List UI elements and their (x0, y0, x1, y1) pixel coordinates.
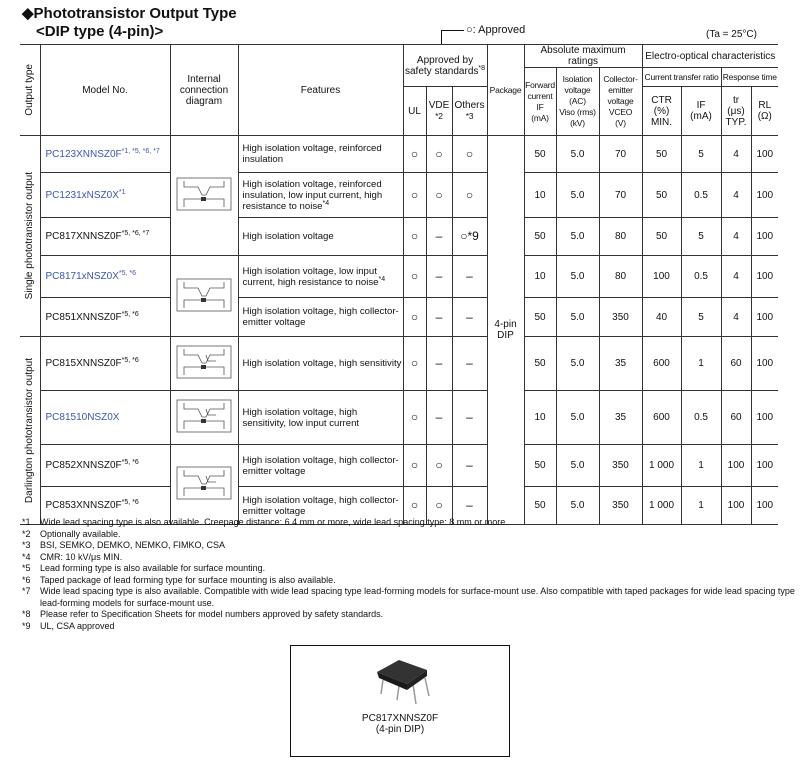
approval-vde: – (426, 337, 452, 391)
value-if2: 5 (681, 136, 721, 173)
value-if2: 0.5 (681, 173, 721, 218)
phototransistor-diagram-icon (176, 304, 232, 315)
footnote-key: *4 (22, 551, 31, 562)
approved-legend: ○: Approved (466, 24, 526, 36)
approval-ul: ○ (403, 298, 426, 337)
footnote-key: *1 (22, 517, 31, 527)
approval-others: – (452, 391, 487, 445)
value-vceo: 35 (599, 391, 642, 445)
phototransistor-diagram-icon (176, 203, 232, 214)
value-vceo: 350 (599, 445, 642, 487)
value-ctr: 1 000 (642, 445, 681, 487)
value-rl: 100 (751, 445, 778, 487)
header-tr: tr (μs) TYP. (721, 87, 751, 136)
value-tr: 60 (721, 337, 751, 391)
footnote-key: *2 (22, 528, 31, 539)
footnote-text: Wide lead spacing type is also available. Creepage distance: 6.4 mm or more, wide lead spacing type: 8 mm or more. (40, 517, 508, 527)
footnote-key: *3 (22, 540, 31, 550)
header-vde: VDE *2 (426, 87, 452, 136)
value-vceo: 70 (599, 173, 642, 218)
approval-vde: ○ (426, 487, 452, 525)
footnote (22, 517, 800, 529)
approval-vde: ○ (426, 173, 452, 218)
approval-vde: – (426, 298, 452, 337)
approval-others: ○ (452, 173, 487, 218)
value-if: 50 (524, 337, 556, 391)
footnote (22, 563, 800, 575)
footnote-text: UL, CSA approved (40, 620, 115, 631)
value-vceo: 350 (599, 487, 642, 525)
value-if2: 0.5 (681, 256, 721, 298)
footnote-text: Please refer to Specification Sheets for model numbers approved by safety standards. (40, 609, 384, 619)
footnote-key: *8 (22, 609, 31, 619)
model-number[interactable]: PC81510NSZ0X (40, 391, 170, 445)
footnote-key: *7 (22, 586, 31, 596)
value-tr: 4 (721, 136, 751, 173)
darlington-diagram-icon (176, 492, 232, 503)
value-if: 10 (524, 173, 556, 218)
value-viso: 5.0 (556, 256, 599, 298)
footnote-text: Wide lead spacing type is also available. Compatible with wide lead spacing type lead-forming models for surface-mount use. Also compatible with taped packages for wide lead spacing type lead-forming models for surface-mount use. (40, 586, 795, 608)
header-collector: Collector-emitter voltage VCEO (V) (599, 68, 642, 136)
value-viso: 5.0 (556, 136, 599, 173)
value-tr: 4 (721, 218, 751, 256)
header-others: Others *3 (452, 87, 487, 136)
approval-others: – (452, 337, 487, 391)
value-if: 10 (524, 256, 556, 298)
footnote (22, 586, 800, 609)
value-if: 50 (524, 298, 556, 337)
approval-vde: – (426, 218, 452, 256)
footnote (22, 540, 800, 552)
header-isolation: Isolation voltage (AC) Viso (rms) (kV) (556, 68, 599, 136)
value-rl: 100 (751, 256, 778, 298)
value-tr: 60 (721, 391, 751, 445)
approval-others: – (452, 256, 487, 298)
value-viso: 5.0 (556, 487, 599, 525)
value-tr: 100 (721, 445, 751, 487)
value-viso: 5.0 (556, 391, 599, 445)
header-approved: Approved by safety standards$^{*8}$ (403, 45, 487, 87)
value-rl: 100 (751, 136, 778, 173)
value-if2: 1 (681, 337, 721, 391)
value-if2: 1 (681, 445, 721, 487)
approval-ul: ○ (403, 391, 426, 445)
footnote (22, 529, 800, 541)
footnote-text: Taped package of lead forming type for surface mounting is also available. (40, 574, 336, 585)
model-number[interactable]: $PC8171xNSZ0X^{*5, *6}$ (40, 256, 170, 298)
value-vceo: 35 (599, 337, 642, 391)
features: High isolation voltage, high collector-emitter voltage (238, 298, 403, 337)
approval-ul: ○ (403, 445, 426, 487)
header-features: Features (238, 45, 403, 136)
value-viso: 5.0 (556, 218, 599, 256)
value-if2: 1 (681, 487, 721, 525)
value-ctr: 40 (642, 298, 681, 337)
approved-bracket (441, 30, 464, 44)
footnote-text: Lead forming type is also available for surface mounting. (40, 563, 266, 573)
approval-ul: ○ (403, 136, 426, 173)
footnote-key: *9 (22, 620, 31, 631)
footnote (22, 621, 800, 633)
value-if2: 0.5 (681, 391, 721, 445)
footnote (22, 575, 800, 587)
value-if: 50 (524, 445, 556, 487)
approval-ul: ○ (403, 256, 426, 298)
header-response-group: Response time (721, 68, 778, 87)
value-tr: 4 (721, 173, 751, 218)
product-table (20, 44, 778, 525)
footnote-key: *6 (22, 574, 31, 585)
header-ul: UL (403, 87, 426, 136)
model-number[interactable]: $PC1231xNSZ0X^{*1}$ (40, 173, 170, 218)
model-number: $PC851XNNSZ0F^{*5, *6}$ (40, 298, 170, 337)
features: High isolation voltage, high collector-emitter voltage (238, 445, 403, 487)
features: High isolation voltage, high sensitivity (238, 337, 403, 391)
model-number[interactable]: $PC123XNNSZ0F^{*1, *5, *6, *7}$ (40, 136, 170, 173)
header-diagram: Internal connection diagram (170, 45, 238, 136)
value-ctr: 600 (642, 337, 681, 391)
page-subtitle: <DIP type (4-pin)> (36, 23, 164, 40)
header-rl: RL (Ω) (751, 87, 778, 136)
features: High isolation voltage (238, 218, 403, 256)
approval-vde: ○ (426, 445, 452, 487)
model-number: $PC852XNNSZ0F^{*5, *6}$ (40, 445, 170, 487)
value-ctr: 100 (642, 256, 681, 298)
photo-package: (4-pin DIP) (375, 724, 425, 735)
product-photo (290, 645, 510, 757)
table-row (20, 337, 778, 391)
approval-others: – (452, 445, 487, 487)
connection-diagram (170, 337, 238, 391)
dip-package-image (369, 654, 439, 714)
value-rl: 100 (751, 298, 778, 337)
model-number: $PC817XNNSZ0F^{*5, *6, *7}$ (40, 218, 170, 256)
approval-ul: ○ (403, 337, 426, 391)
header-model: Model No. (40, 45, 170, 136)
value-ctr: 50 (642, 218, 681, 256)
value-ctr: 50 (642, 136, 681, 173)
table-row (20, 173, 778, 218)
model-number: $PC853XNNSZ0F^{*5, *6}$ (40, 487, 170, 525)
value-viso: 5.0 (556, 445, 599, 487)
value-tr: 4 (721, 256, 751, 298)
value-rl: 100 (751, 337, 778, 391)
header-if: IF (mA) (681, 87, 721, 136)
approval-others: ○ (452, 136, 487, 173)
table-row (20, 391, 778, 445)
approval-ul: ○ (403, 173, 426, 218)
approval-others: – (452, 298, 487, 337)
package: 4-pin DIP (487, 136, 524, 525)
table-row (20, 445, 778, 487)
value-vceo: 70 (599, 136, 642, 173)
value-rl: 100 (751, 391, 778, 445)
value-rl: 100 (751, 487, 778, 525)
footnotes (22, 517, 800, 632)
value-tr: 100 (721, 487, 751, 525)
table-row (20, 218, 778, 256)
group-darlington: Darlington phototransistor output (20, 337, 40, 525)
value-ctr: 600 (642, 391, 681, 445)
approval-others: ○*9 (452, 218, 487, 256)
table-row (20, 256, 778, 298)
header-output-type: Output type (20, 45, 40, 136)
value-if: 50 (524, 487, 556, 525)
footnote (22, 552, 800, 564)
value-if: 50 (524, 218, 556, 256)
value-if2: 5 (681, 298, 721, 337)
photo-model: PC817XNNSZ0F (361, 713, 439, 724)
connection-diagram (170, 445, 238, 525)
approval-ul: ○ (403, 218, 426, 256)
value-if: 10 (524, 391, 556, 445)
features: High isolation voltage, high collector-emitter voltage (238, 487, 403, 525)
connection-diagram (170, 136, 238, 256)
table-row (20, 136, 778, 173)
page-title: ◆Phototransistor Output Type <DIP type (4-pin)> (22, 5, 237, 40)
value-rl: 100 (751, 173, 778, 218)
value-tr: 4 (721, 298, 751, 337)
connection-diagram (170, 391, 238, 445)
approval-vde: – (426, 391, 452, 445)
header-electro: Electro-optical characteristics (642, 45, 778, 68)
approval-others: – (452, 487, 487, 525)
value-if2: 5 (681, 218, 721, 256)
header-package: Package (487, 45, 524, 136)
features: High isolation voltage, high sensitivity, low input current (238, 391, 403, 445)
footnote-text: CMR: 10 kV/μs MIN. (40, 551, 123, 562)
model-number: $PC815XNNSZ0F^{*5, *6}$ (40, 337, 170, 391)
footnote (22, 609, 800, 621)
group-single: Single phototransistor output (20, 136, 40, 337)
features: High isolation voltage, low input current, high resistance to noise$^{*4}$ (238, 256, 403, 298)
features: High isolation voltage, reinforced insulation, low input current, high resistance to noise$^{*4}$ (238, 173, 403, 218)
darlington-diagram-icon (176, 425, 232, 436)
approval-ul: ○ (403, 487, 426, 525)
value-vceo: 350 (599, 298, 642, 337)
value-if: 50 (524, 136, 556, 173)
header-ctr-group: Current transfer ratio (642, 68, 721, 87)
table-row (20, 298, 778, 337)
features: High isolation voltage, reinforced insulation (238, 136, 403, 173)
header-abs-max: Absolute maximum ratings (524, 45, 642, 68)
footnote-text: BSI, SEMKO, DEMKO, NEMKO, FIMKO, CSA (40, 540, 226, 550)
value-viso: 5.0 (556, 173, 599, 218)
value-ctr: 50 (642, 173, 681, 218)
value-ctr: 1 000 (642, 487, 681, 525)
value-vceo: 80 (599, 218, 642, 256)
value-rl: 100 (751, 218, 778, 256)
darlington-diagram-icon (176, 371, 232, 382)
value-viso: 5.0 (556, 298, 599, 337)
footnote-text: Optionally available. (40, 528, 121, 539)
connection-diagram (170, 256, 238, 337)
value-vceo: 80 (599, 256, 642, 298)
header-forward: Forward current IF (mA) (524, 68, 556, 136)
temperature-note: (Ta = 25°C) (706, 29, 757, 40)
approval-vde: ○ (426, 136, 452, 173)
footnote-key: *5 (22, 563, 31, 573)
value-viso: 5.0 (556, 337, 599, 391)
approval-vde: – (426, 256, 452, 298)
header-ctr: CTR (%) MIN. (642, 87, 681, 136)
